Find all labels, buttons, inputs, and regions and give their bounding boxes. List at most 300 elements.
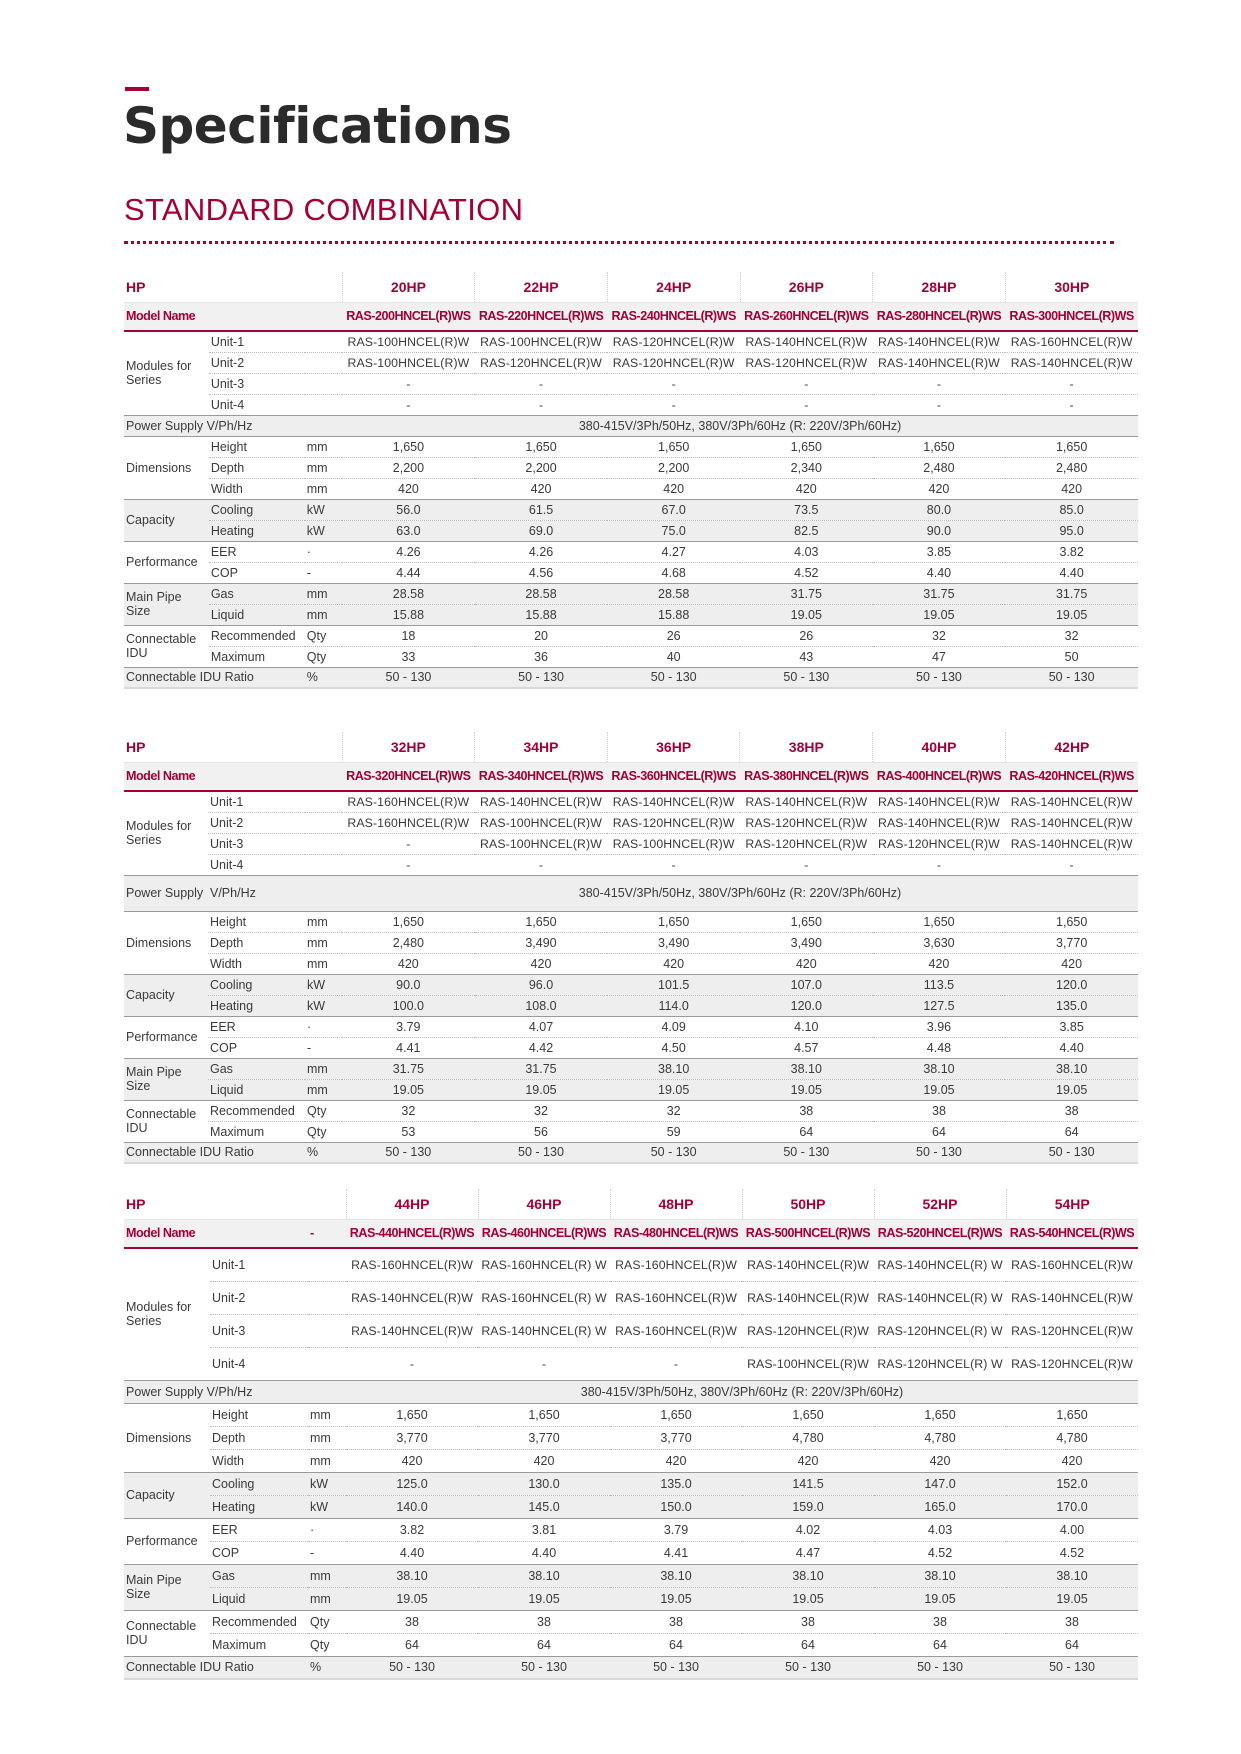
module-model: -	[1005, 373, 1138, 394]
eer-value: 4.26	[475, 541, 608, 562]
width-value: 420	[740, 953, 873, 974]
recommended-value: 26	[607, 625, 740, 646]
width-value: 420	[740, 478, 873, 499]
maximum-value: 64	[740, 1121, 873, 1142]
dimensions-label: Dimensions	[124, 436, 209, 499]
depth-value: 3,770	[346, 1426, 478, 1449]
heating-label: Heating	[210, 1495, 308, 1518]
ratio-value: 50 - 130	[1005, 667, 1138, 688]
maximum-label: Maximum	[208, 1121, 305, 1142]
gas-label: Gas	[208, 1058, 305, 1079]
module-model: RAS-100HNCEL(R)W	[607, 833, 740, 854]
module-model: -	[740, 854, 873, 875]
liquid-value: 19.05	[607, 1079, 740, 1100]
gas-value: 38.10	[873, 1058, 1006, 1079]
module-model: -	[478, 1347, 610, 1380]
cooling-value: 90.0	[342, 974, 475, 995]
model-name: RAS-500HNCEL(R)WS	[742, 1219, 874, 1248]
spec-table-3	[124, 1189, 1138, 1680]
unit-label: Unit-4	[208, 854, 342, 875]
unit-kw: kW	[305, 995, 342, 1016]
gas-value: 38.10	[740, 1058, 873, 1079]
liquid-value: 19.05	[475, 1079, 608, 1100]
module-model: RAS-100HNCEL(R)W	[475, 833, 608, 854]
heating-value: 170.0	[1006, 1495, 1138, 1518]
hp-value: 38HP	[740, 732, 873, 762]
unit-qty: Qty	[305, 1100, 342, 1121]
maximum-label: Maximum	[209, 646, 305, 667]
gas-value: 28.58	[475, 583, 608, 604]
heating-label: Heating	[208, 995, 305, 1016]
hp-value: 22HP	[475, 272, 608, 302]
liquid-value: 19.05	[346, 1587, 478, 1610]
height-value: 1,650	[742, 1403, 874, 1426]
main-pipe-label: Main Pipe Size	[124, 583, 209, 625]
depth-value: 2,200	[342, 457, 475, 478]
module-model: RAS-100HNCEL(R)W	[342, 331, 475, 352]
model-name: RAS-280HNCEL(R)WS	[873, 302, 1006, 331]
liquid-value: 19.05	[1005, 1079, 1138, 1100]
module-model: RAS-160HNCEL(R)W	[346, 1248, 478, 1281]
model-name: RAS-240HNCEL(R)WS	[607, 302, 740, 331]
cooling-value: 141.5	[742, 1472, 874, 1495]
width-value: 420	[342, 953, 475, 974]
height-value: 1,650	[1006, 1403, 1138, 1426]
unit-label: Unit-2	[208, 812, 342, 833]
height-value: 1,650	[874, 1403, 1006, 1426]
recommended-label: Recommended	[208, 1100, 305, 1121]
section-divider	[124, 241, 1114, 244]
eer-value: 4.26	[342, 541, 475, 562]
module-model: -	[346, 1347, 478, 1380]
heating-value: 150.0	[610, 1495, 742, 1518]
module-model: RAS-120HNCEL(R) W	[874, 1314, 1006, 1347]
unit-mm: mm	[305, 436, 342, 457]
cooling-value: 113.5	[873, 974, 1006, 995]
unit-dash: -	[308, 1541, 346, 1564]
height-label: Height	[210, 1403, 308, 1426]
cooling-label: Cooling	[210, 1472, 308, 1495]
cop-value: 4.56	[475, 562, 608, 583]
gas-value: 38.10	[1005, 1058, 1138, 1079]
cooling-value: 67.0	[607, 499, 740, 520]
module-model: RAS-140HNCEL(R)W	[1006, 1281, 1138, 1314]
module-model: -	[342, 373, 475, 394]
liquid-value: 19.05	[478, 1587, 610, 1610]
depth-value: 3,770	[610, 1426, 742, 1449]
height-label: Height	[208, 911, 305, 932]
module-model: -	[873, 394, 1006, 415]
unit-qty: Qty	[305, 625, 342, 646]
heating-value: 108.0	[475, 995, 608, 1016]
eer-value: 3.85	[873, 541, 1006, 562]
unit-dot: ·	[305, 541, 342, 562]
cooling-value: 107.0	[740, 974, 873, 995]
unit-mm: mm	[308, 1449, 346, 1472]
capacity-label: Capacity	[124, 499, 209, 541]
module-model: RAS-140HNCEL(R)W	[873, 812, 1006, 833]
recommended-value: 38	[742, 1610, 874, 1633]
unit-mm: mm	[308, 1403, 346, 1426]
cop-value: 4.41	[610, 1541, 742, 1564]
module-model: RAS-160HNCEL(R) W	[478, 1281, 610, 1314]
module-model: RAS-140HNCEL(R)W	[607, 791, 740, 812]
eer-value: 4.03	[740, 541, 873, 562]
recommended-value: 38	[873, 1100, 1006, 1121]
liquid-value: 19.05	[873, 1079, 1006, 1100]
module-model: -	[342, 854, 475, 875]
cooling-value: 147.0	[874, 1472, 1006, 1495]
page-title: Specifications	[123, 97, 512, 155]
maximum-value: 40	[607, 646, 740, 667]
hp-label: HP	[124, 1189, 210, 1219]
unit-mm: mm	[308, 1587, 346, 1610]
liquid-value: 19.05	[740, 604, 873, 625]
eer-value: 3.82	[346, 1518, 478, 1541]
capacity-label: Capacity	[124, 1472, 210, 1518]
unit-label: Unit-3	[209, 373, 342, 394]
gas-label: Gas	[209, 583, 305, 604]
unit-mm: mm	[305, 911, 342, 932]
ratio-value: 50 - 130	[342, 667, 475, 688]
module-model: RAS-120HNCEL(R)W	[740, 833, 873, 854]
ratio-value: 50 - 130	[607, 1142, 740, 1163]
liquid-value: 19.05	[1006, 1587, 1138, 1610]
cooling-value: 96.0	[475, 974, 608, 995]
module-model: RAS-160HNCEL(R)W	[610, 1314, 742, 1347]
cop-value: 4.50	[607, 1037, 740, 1058]
dimensions-label: Dimensions	[124, 1403, 210, 1472]
depth-value: 2,480	[873, 457, 1006, 478]
heating-value: 82.5	[740, 520, 873, 541]
ratio-value: 50 - 130	[475, 1142, 608, 1163]
module-model: RAS-140HNCEL(R)W	[346, 1314, 478, 1347]
width-label: Width	[208, 953, 305, 974]
recommended-value: 38	[346, 1610, 478, 1633]
height-value: 1,650	[740, 436, 873, 457]
unit-dash: -	[305, 562, 342, 583]
cooling-value: 56.0	[342, 499, 475, 520]
model-name: RAS-380HNCEL(R)WS	[740, 762, 873, 791]
width-value: 420	[610, 1449, 742, 1472]
eer-value: 4.27	[607, 541, 740, 562]
module-model: RAS-100HNCEL(R)W	[342, 352, 475, 373]
eer-value: 3.96	[873, 1016, 1006, 1037]
module-model: RAS-140HNCEL(R)W	[475, 791, 608, 812]
unit-dash: -	[305, 1037, 342, 1058]
eer-value: 4.07	[475, 1016, 608, 1037]
heating-value: 114.0	[607, 995, 740, 1016]
module-model: RAS-140HNCEL(R)W	[873, 352, 1006, 373]
hp-value: 40HP	[873, 732, 1006, 762]
module-model: -	[873, 854, 1006, 875]
unit-mm: mm	[305, 478, 342, 499]
idu-ratio-label: Connectable IDU Ratio	[124, 667, 305, 688]
hp-value: 32HP	[342, 732, 475, 762]
unit-label: Unit-3	[210, 1314, 346, 1347]
ratio-value: 50 - 130	[873, 667, 1006, 688]
height-label: Height	[209, 436, 305, 457]
liquid-value: 19.05	[342, 1079, 475, 1100]
eer-label: EER	[208, 1016, 305, 1037]
ratio-value: 50 - 130	[1006, 1656, 1138, 1679]
cop-value: 4.41	[342, 1037, 475, 1058]
hp-value: 28HP	[873, 272, 1006, 302]
eer-value: 4.02	[742, 1518, 874, 1541]
hp-value: 42HP	[1005, 732, 1138, 762]
depth-label: Depth	[210, 1426, 308, 1449]
depth-value: 2,480	[1005, 457, 1138, 478]
model-name: RAS-540HNCEL(R)WS	[1006, 1219, 1138, 1248]
maximum-value: 47	[873, 646, 1006, 667]
module-model: -	[740, 373, 873, 394]
power-supply-label: Power Supply V/Ph/Hz	[124, 1380, 346, 1403]
model-name: RAS-460HNCEL(R)WS	[478, 1219, 610, 1248]
width-value: 420	[342, 478, 475, 499]
heating-value: 145.0	[478, 1495, 610, 1518]
ratio-value: 50 - 130	[740, 667, 873, 688]
depth-value: 2,480	[342, 932, 475, 953]
recommended-value: 32	[873, 625, 1006, 646]
heating-value: 95.0	[1005, 520, 1138, 541]
heating-value: 165.0	[874, 1495, 1006, 1518]
unit-mm: mm	[305, 457, 342, 478]
cooling-value: 85.0	[1005, 499, 1138, 520]
gas-value: 28.58	[607, 583, 740, 604]
module-model: RAS-160HNCEL(R)W	[1006, 1248, 1138, 1281]
recommended-value: 32	[1005, 625, 1138, 646]
model-name-label: Model Name	[124, 762, 342, 791]
gas-value: 31.75	[873, 583, 1006, 604]
height-value: 1,650	[475, 436, 608, 457]
connectable-idu-label: Connectable IDU	[124, 1100, 208, 1142]
cooling-label: Cooling	[209, 499, 305, 520]
width-value: 420	[346, 1449, 478, 1472]
maximum-value: 64	[873, 1121, 1006, 1142]
unit-label: Unit-1	[210, 1248, 346, 1281]
vphhz-label: V/Ph/Hz	[208, 875, 342, 911]
eer-value: 4.03	[874, 1518, 1006, 1541]
hp-value: 30HP	[1005, 272, 1138, 302]
depth-label: Depth	[209, 457, 305, 478]
unit-qty: Qty	[305, 646, 342, 667]
module-model: RAS-140HNCEL(R)W	[742, 1248, 874, 1281]
module-model: -	[342, 833, 475, 854]
model-name: RAS-200HNCEL(R)WS	[342, 302, 475, 331]
module-model: RAS-140HNCEL(R)W	[1005, 833, 1138, 854]
liquid-value: 19.05	[610, 1587, 742, 1610]
heating-value: 75.0	[607, 520, 740, 541]
maximum-value: 64	[478, 1633, 610, 1656]
hp-value: 54HP	[1006, 1189, 1138, 1219]
recommended-value: 20	[475, 625, 608, 646]
spec-table-2	[124, 732, 1138, 1164]
module-model: RAS-120HNCEL(R)W	[873, 833, 1006, 854]
model-name: RAS-300HNCEL(R)WS	[1005, 302, 1138, 331]
unit-kw: kW	[305, 499, 342, 520]
module-model: RAS-100HNCEL(R)W	[742, 1347, 874, 1380]
unit-mm: mm	[305, 604, 342, 625]
unit-label: Unit-2	[209, 352, 342, 373]
unit-mm: mm	[305, 932, 342, 953]
performance-label: Performance	[124, 541, 209, 583]
heating-value: 159.0	[742, 1495, 874, 1518]
model-name: RAS-340HNCEL(R)WS	[475, 762, 608, 791]
eer-value: 4.09	[607, 1016, 740, 1037]
module-model: RAS-140HNCEL(R)W	[1005, 791, 1138, 812]
model-name: RAS-440HNCEL(R)WS	[346, 1219, 478, 1248]
recommended-value: 32	[342, 1100, 475, 1121]
height-value: 1,650	[342, 911, 475, 932]
cooling-value: 120.0	[1005, 974, 1138, 995]
model-name: RAS-520HNCEL(R)WS	[874, 1219, 1006, 1248]
eer-value: 3.85	[1005, 1016, 1138, 1037]
width-value: 420	[873, 953, 1006, 974]
cop-value: 4.40	[478, 1541, 610, 1564]
cooling-value: 101.5	[607, 974, 740, 995]
module-model: RAS-120HNCEL(R)W	[740, 352, 873, 373]
height-value: 1,650	[478, 1403, 610, 1426]
maximum-value: 53	[342, 1121, 475, 1142]
width-value: 420	[742, 1449, 874, 1472]
width-value: 420	[475, 953, 608, 974]
recommended-value: 38	[1005, 1100, 1138, 1121]
modules-label: Modules for Series	[124, 331, 209, 415]
main-pipe-label: Main Pipe Size	[124, 1564, 210, 1610]
ratio-value: 50 - 130	[475, 667, 608, 688]
module-model: RAS-100HNCEL(R)W	[475, 812, 608, 833]
power-supply-value: 380-415V/3Ph/50Hz, 380V/3Ph/60Hz (R: 220V/3Ph/60Hz)	[342, 415, 1138, 436]
module-model: -	[607, 394, 740, 415]
module-model: -	[607, 854, 740, 875]
height-value: 1,650	[475, 911, 608, 932]
cop-value: 4.40	[346, 1541, 478, 1564]
gas-value: 38.10	[610, 1564, 742, 1587]
module-model: RAS-140HNCEL(R) W	[874, 1281, 1006, 1314]
section-title: STANDARD COMBINATION	[124, 192, 524, 227]
capacity-label: Capacity	[124, 974, 208, 1016]
liquid-value: 19.05	[1005, 604, 1138, 625]
unit-qty: Qty	[308, 1610, 346, 1633]
liquid-value: 19.05	[740, 1079, 873, 1100]
unit-mm: mm	[305, 583, 342, 604]
hp-value: 48HP	[610, 1189, 742, 1219]
cop-value: 4.52	[1006, 1541, 1138, 1564]
liquid-label: Liquid	[208, 1079, 305, 1100]
gas-value: 31.75	[1005, 583, 1138, 604]
ratio-value: 50 - 130	[873, 1142, 1006, 1163]
module-model: RAS-140HNCEL(R)W	[873, 331, 1006, 352]
maximum-value: 64	[346, 1633, 478, 1656]
height-value: 1,650	[1005, 436, 1138, 457]
maximum-value: 33	[342, 646, 475, 667]
depth-value: 2,340	[740, 457, 873, 478]
unit-label: Unit-2	[210, 1281, 346, 1314]
module-model: RAS-140HNCEL(R) W	[478, 1314, 610, 1347]
width-label: Width	[210, 1449, 308, 1472]
modules-label: Modules for Series	[124, 791, 208, 875]
recommended-label: Recommended	[209, 625, 305, 646]
module-model: RAS-140HNCEL(R) W	[874, 1248, 1006, 1281]
module-model: RAS-140HNCEL(R)W	[740, 791, 873, 812]
module-model: -	[1005, 854, 1138, 875]
height-value: 1,650	[607, 436, 740, 457]
performance-label: Performance	[124, 1518, 210, 1564]
width-value: 420	[607, 953, 740, 974]
cop-value: 4.40	[1005, 562, 1138, 583]
ratio-value: 50 - 130	[740, 1142, 873, 1163]
height-value: 1,650	[607, 911, 740, 932]
module-model: RAS-140HNCEL(R)W	[1005, 812, 1138, 833]
unit-label: Unit-4	[209, 394, 342, 415]
unit-mm: mm	[305, 953, 342, 974]
model-name: RAS-420HNCEL(R)WS	[1005, 762, 1138, 791]
unit-kw: kW	[308, 1495, 346, 1518]
liquid-value: 15.88	[342, 604, 475, 625]
recommended-value: 38	[1006, 1610, 1138, 1633]
width-value: 420	[607, 478, 740, 499]
heating-value: 69.0	[475, 520, 608, 541]
ratio-value: 50 - 130	[1005, 1142, 1138, 1163]
heating-label: Heating	[209, 520, 305, 541]
gas-value: 38.10	[1006, 1564, 1138, 1587]
module-model: -	[873, 373, 1006, 394]
unit-dot: ·	[305, 1016, 342, 1037]
height-value: 1,650	[342, 436, 475, 457]
gas-value: 31.75	[342, 1058, 475, 1079]
eer-value: 3.81	[478, 1518, 610, 1541]
cop-value: 4.48	[873, 1037, 1006, 1058]
depth-value: 2,200	[475, 457, 608, 478]
power-supply-label: Power Supply V/Ph/Hz	[124, 415, 342, 436]
eer-value: 3.79	[342, 1016, 475, 1037]
module-model: RAS-140HNCEL(R)W	[740, 331, 873, 352]
width-label: Width	[209, 478, 305, 499]
module-model: -	[607, 373, 740, 394]
model-name: RAS-320HNCEL(R)WS	[342, 762, 475, 791]
liquid-value: 19.05	[742, 1587, 874, 1610]
module-model: RAS-160HNCEL(R) W	[478, 1248, 610, 1281]
depth-value: 4,780	[742, 1426, 874, 1449]
eer-value: 4.00	[1006, 1518, 1138, 1541]
depth-value: 3,630	[873, 932, 1006, 953]
model-name-label: Model Name	[124, 1219, 308, 1248]
module-model: RAS-140HNCEL(R)W	[1005, 352, 1138, 373]
eer-label: EER	[209, 541, 305, 562]
ratio-value: 50 - 130	[346, 1656, 478, 1679]
ratio-value: 50 - 130	[478, 1656, 610, 1679]
unit-label: Unit-3	[208, 833, 342, 854]
model-name: RAS-220HNCEL(R)WS	[475, 302, 608, 331]
unit-label: Unit-4	[210, 1347, 346, 1380]
hp-value: 52HP	[874, 1189, 1006, 1219]
module-model: RAS-160HNCEL(R)W	[342, 812, 475, 833]
eer-label: EER	[210, 1518, 308, 1541]
unit-dash: -	[308, 1219, 346, 1248]
ratio-value: 50 - 130	[610, 1656, 742, 1679]
module-model: RAS-140HNCEL(R)W	[873, 791, 1006, 812]
unit-label: Unit-1	[208, 791, 342, 812]
maximum-value: 43	[740, 646, 873, 667]
idu-ratio-label: Connectable IDU Ratio	[124, 1656, 308, 1679]
module-model: RAS-120HNCEL(R)W	[607, 812, 740, 833]
module-model: RAS-120HNCEL(R)W	[740, 812, 873, 833]
power-supply-value: 380-415V/3Ph/50Hz, 380V/3Ph/60Hz (R: 220V/3Ph/60Hz)	[346, 1380, 1138, 1403]
connectable-idu-label: Connectable IDU	[124, 625, 209, 667]
cooling-value: 73.5	[740, 499, 873, 520]
liquid-value: 15.88	[475, 604, 608, 625]
maximum-value: 64	[742, 1633, 874, 1656]
